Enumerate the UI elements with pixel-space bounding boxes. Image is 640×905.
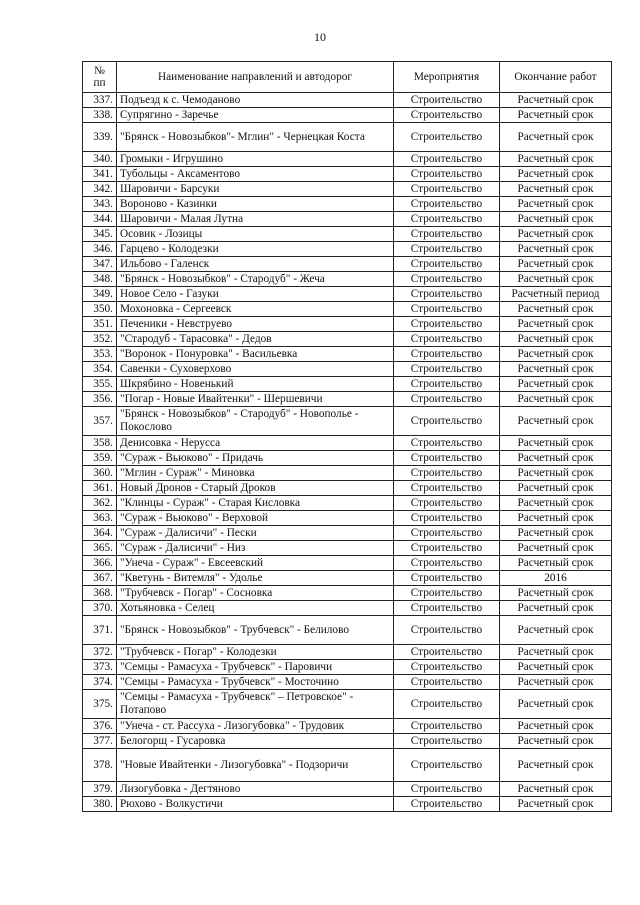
- header-activity: Мероприятия: [394, 62, 500, 93]
- end-cell: Расчетный срок: [500, 526, 612, 541]
- row-number: 358.: [83, 436, 117, 451]
- row-number: 367.: [83, 571, 117, 586]
- end-cell: Расчетный срок: [500, 123, 612, 152]
- header-name: Наименование направлений и автодорог: [117, 62, 394, 93]
- road-name: Савенки - Суховерхово: [117, 362, 394, 377]
- table-body: [83, 93, 612, 812]
- road-name: Громыки - Игрушино: [117, 152, 394, 167]
- end-cell: Расчетный срок: [500, 242, 612, 257]
- activity-cell: Строительство: [394, 601, 500, 616]
- row-number: 362.: [83, 496, 117, 511]
- row-number: 350.: [83, 302, 117, 317]
- row-number: 378.: [83, 749, 117, 782]
- road-name: "Сураж - Далисичи" - Пески: [117, 526, 394, 541]
- end-cell: Расчетный срок: [500, 436, 612, 451]
- row-number: 353.: [83, 347, 117, 362]
- activity-cell: Строительство: [394, 347, 500, 362]
- activity-cell: Строительство: [394, 734, 500, 749]
- end-cell: Расчетный срок: [500, 782, 612, 797]
- row-number: 379.: [83, 782, 117, 797]
- road-name: Подъезд к с. Чемоданово: [117, 93, 394, 108]
- table-row: [83, 123, 612, 152]
- table-row: [83, 675, 612, 690]
- end-cell: 2016: [500, 571, 612, 586]
- row-number: 377.: [83, 734, 117, 749]
- activity-cell: Строительство: [394, 511, 500, 526]
- end-cell: Расчетный срок: [500, 660, 612, 675]
- road-name: "Семцы - Рамасуха - Трубчевск" – Петровское" - Потапово: [117, 690, 394, 719]
- table-row: [83, 347, 612, 362]
- activity-cell: Строительство: [394, 616, 500, 645]
- table-row: [83, 242, 612, 257]
- road-name: Денисовка - Нерусса: [117, 436, 394, 451]
- road-name: Хотьяновка - Селец: [117, 601, 394, 616]
- road-name: Вороново - Казинки: [117, 197, 394, 212]
- activity-cell: Строительство: [394, 675, 500, 690]
- row-number: 343.: [83, 197, 117, 212]
- end-cell: Расчетный срок: [500, 675, 612, 690]
- end-cell: Расчетный срок: [500, 257, 612, 272]
- road-name: "Стародуб - Тарасовка" - Дедов: [117, 332, 394, 347]
- road-name: "Брянск - Новозыбков" - Стародуб" - Жеча: [117, 272, 394, 287]
- row-number: 351.: [83, 317, 117, 332]
- activity-cell: Строительство: [394, 257, 500, 272]
- header-number-line1: №: [94, 65, 105, 77]
- road-name: Гарцево - Колодезки: [117, 242, 394, 257]
- row-number: 359.: [83, 451, 117, 466]
- roads-table: [82, 61, 612, 812]
- road-name: Лизогубовка - Дегтяново: [117, 782, 394, 797]
- end-cell: Расчетный срок: [500, 734, 612, 749]
- activity-cell: Строительство: [394, 645, 500, 660]
- table-row: [83, 392, 612, 407]
- row-number: 371.: [83, 616, 117, 645]
- road-name: Шкрябино - Новенький: [117, 377, 394, 392]
- end-cell: Расчетный срок: [500, 601, 612, 616]
- road-name: "Мглин - Сураж" - Миновка: [117, 466, 394, 481]
- road-name: Шаровичи - Малая Лутна: [117, 212, 394, 227]
- road-name: Белогорщ - Гусаровка: [117, 734, 394, 749]
- activity-cell: Строительство: [394, 212, 500, 227]
- end-cell: Расчетный срок: [500, 108, 612, 123]
- table-row: [83, 108, 612, 123]
- road-name: "Сураж - Вьюково" - Придачь: [117, 451, 394, 466]
- end-cell: Расчетный срок: [500, 212, 612, 227]
- table-row: [83, 182, 612, 197]
- activity-cell: Строительство: [394, 660, 500, 675]
- road-name: "Клинцы - Сураж" - Старая Кисловка: [117, 496, 394, 511]
- table-row: [83, 152, 612, 167]
- activity-cell: Строительство: [394, 377, 500, 392]
- activity-cell: Строительство: [394, 362, 500, 377]
- activity-cell: Строительство: [394, 481, 500, 496]
- row-number: 339.: [83, 123, 117, 152]
- end-cell: Расчетный срок: [500, 690, 612, 719]
- end-cell: Расчетный срок: [500, 227, 612, 242]
- activity-cell: Строительство: [394, 451, 500, 466]
- row-number: 374.: [83, 675, 117, 690]
- table-row: [83, 362, 612, 377]
- end-cell: Расчетный срок: [500, 451, 612, 466]
- end-cell: Расчетный срок: [500, 377, 612, 392]
- table-row: [83, 332, 612, 347]
- table-row: [83, 601, 612, 616]
- header-number-line2: пп: [93, 77, 106, 89]
- end-cell: Расчетный период: [500, 287, 612, 302]
- activity-cell: Строительство: [394, 182, 500, 197]
- row-number: 341.: [83, 167, 117, 182]
- row-number: 356.: [83, 392, 117, 407]
- end-cell: Расчетный срок: [500, 182, 612, 197]
- row-number: 364.: [83, 526, 117, 541]
- row-number: 354.: [83, 362, 117, 377]
- row-number: 337.: [83, 93, 117, 108]
- road-name: Рюхово - Волкустичи: [117, 797, 394, 812]
- table-row: [83, 317, 612, 332]
- activity-cell: Строительство: [394, 227, 500, 242]
- activity-cell: Строительство: [394, 242, 500, 257]
- table-row: [83, 287, 612, 302]
- end-cell: Расчетный срок: [500, 362, 612, 377]
- end-cell: Расчетный срок: [500, 93, 612, 108]
- road-name: "Семцы - Рамасуха - Трубчевск" - Паровичи: [117, 660, 394, 675]
- row-number: 373.: [83, 660, 117, 675]
- table-row: [83, 645, 612, 660]
- road-name: "Воронок - Понуровка" - Васильевка: [117, 347, 394, 362]
- road-name: "Новые Ивайтенки - Лизогубовка" - Подзоричи: [117, 749, 394, 782]
- row-number: 345.: [83, 227, 117, 242]
- table-row: [83, 556, 612, 571]
- table-row: [83, 167, 612, 182]
- activity-cell: Строительство: [394, 556, 500, 571]
- activity-cell: Строительство: [394, 496, 500, 511]
- row-number: 370.: [83, 601, 117, 616]
- road-name: Супрягино - Заречье: [117, 108, 394, 123]
- end-cell: Расчетный срок: [500, 302, 612, 317]
- road-name: Ильбово - Галенск: [117, 257, 394, 272]
- table-row: [83, 212, 612, 227]
- end-cell: Расчетный срок: [500, 541, 612, 556]
- table-row: [83, 719, 612, 734]
- activity-cell: Строительство: [394, 526, 500, 541]
- row-number: 355.: [83, 377, 117, 392]
- activity-cell: Строительство: [394, 436, 500, 451]
- end-cell: Расчетный срок: [500, 496, 612, 511]
- activity-cell: Строительство: [394, 108, 500, 123]
- row-number: 342.: [83, 182, 117, 197]
- activity-cell: Строительство: [394, 749, 500, 782]
- road-name: Тубольцы - Аксаментово: [117, 167, 394, 182]
- activity-cell: Строительство: [394, 690, 500, 719]
- row-number: 349.: [83, 287, 117, 302]
- road-name: Печеники - Невструево: [117, 317, 394, 332]
- header-end: Окончание работ: [500, 62, 612, 93]
- road-name: Мохоновка - Сергеевск: [117, 302, 394, 317]
- road-name: "Семцы - Рамасуха - Трубчевск" - Мосточино: [117, 675, 394, 690]
- end-cell: Расчетный срок: [500, 719, 612, 734]
- row-number: 347.: [83, 257, 117, 272]
- table-row: [83, 511, 612, 526]
- table-row: [83, 586, 612, 601]
- table-row: [83, 734, 612, 749]
- table-row: [83, 660, 612, 675]
- activity-cell: Строительство: [394, 332, 500, 347]
- row-number: 348.: [83, 272, 117, 287]
- end-cell: Расчетный срок: [500, 616, 612, 645]
- road-name: "Брянск - Новозыбков" - Стародуб" - Новополье - Покослово: [117, 407, 394, 436]
- row-number: 357.: [83, 407, 117, 436]
- end-cell: Расчетный срок: [500, 152, 612, 167]
- activity-cell: Строительство: [394, 586, 500, 601]
- table-row: [83, 616, 612, 645]
- end-cell: Расчетный срок: [500, 797, 612, 812]
- end-cell: Расчетный срок: [500, 556, 612, 571]
- road-name: Шаровичи - Барсуки: [117, 182, 394, 197]
- activity-cell: Строительство: [394, 782, 500, 797]
- road-name: "Брянск - Новозыбков"- Мглин" - Чернецкая Коста: [117, 123, 394, 152]
- road-name: "Сураж - Далисичи" - Низ: [117, 541, 394, 556]
- header-number: [83, 62, 117, 93]
- row-number: 352.: [83, 332, 117, 347]
- activity-cell: Строительство: [394, 317, 500, 332]
- activity-cell: Строительство: [394, 719, 500, 734]
- activity-cell: Строительство: [394, 93, 500, 108]
- row-number: 361.: [83, 481, 117, 496]
- end-cell: Расчетный срок: [500, 272, 612, 287]
- row-number: 368.: [83, 586, 117, 601]
- end-cell: Расчетный срок: [500, 407, 612, 436]
- end-cell: Расчетный срок: [500, 481, 612, 496]
- row-number: 372.: [83, 645, 117, 660]
- activity-cell: Строительство: [394, 152, 500, 167]
- table-row: [83, 481, 612, 496]
- end-cell: Расчетный срок: [500, 332, 612, 347]
- end-cell: Расчетный срок: [500, 749, 612, 782]
- road-name: "Погар - Новые Ивайтенки" - Шершевичи: [117, 392, 394, 407]
- table-header: [83, 62, 612, 93]
- end-cell: Расчетный срок: [500, 317, 612, 332]
- table-row: [83, 496, 612, 511]
- activity-cell: Строительство: [394, 407, 500, 436]
- road-name: Осовик - Лозицы: [117, 227, 394, 242]
- table-row: [83, 797, 612, 812]
- road-name: Новое Село - Газуки: [117, 287, 394, 302]
- row-number: 363.: [83, 511, 117, 526]
- table-row: [83, 197, 612, 212]
- row-number: 346.: [83, 242, 117, 257]
- row-number: 375.: [83, 690, 117, 719]
- table-row: [83, 436, 612, 451]
- road-name: "Кветунь - Витемля" - Удолье: [117, 571, 394, 586]
- row-number: 360.: [83, 466, 117, 481]
- activity-cell: Строительство: [394, 392, 500, 407]
- row-number: 340.: [83, 152, 117, 167]
- activity-cell: Строительство: [394, 797, 500, 812]
- road-name: Новый Дронов - Старый Дроков: [117, 481, 394, 496]
- road-name: "Трубчевск - Погар" - Колодезки: [117, 645, 394, 660]
- activity-cell: Строительство: [394, 302, 500, 317]
- activity-cell: Строительство: [394, 287, 500, 302]
- table-row: [83, 93, 612, 108]
- activity-cell: Строительство: [394, 272, 500, 287]
- table-row: [83, 541, 612, 556]
- activity-cell: Строительство: [394, 197, 500, 212]
- road-name: "Унеча - ст. Рассуха - Лизогубовка" - Трудовик: [117, 719, 394, 734]
- end-cell: Расчетный срок: [500, 466, 612, 481]
- end-cell: Расчетный срок: [500, 645, 612, 660]
- end-cell: Расчетный срок: [500, 167, 612, 182]
- table-row: [83, 272, 612, 287]
- table-row: [83, 407, 612, 436]
- table-row: [83, 227, 612, 242]
- table-row: [83, 466, 612, 481]
- road-name: "Брянск - Новозыбков" - Трубчевск" - Белилово: [117, 616, 394, 645]
- row-number: 380.: [83, 797, 117, 812]
- table-row: [83, 782, 612, 797]
- table-row: [83, 302, 612, 317]
- activity-cell: Строительство: [394, 571, 500, 586]
- activity-cell: Строительство: [394, 541, 500, 556]
- road-name: "Унеча - Сураж" - Евсеевский: [117, 556, 394, 571]
- activity-cell: Строительство: [394, 466, 500, 481]
- end-cell: Расчетный срок: [500, 511, 612, 526]
- row-number: 338.: [83, 108, 117, 123]
- activity-cell: Строительство: [394, 123, 500, 152]
- table-row: [83, 377, 612, 392]
- activity-cell: Строительство: [394, 167, 500, 182]
- end-cell: Расчетный срок: [500, 586, 612, 601]
- header-row: [83, 62, 612, 93]
- table-row: [83, 257, 612, 272]
- table-row: [83, 749, 612, 782]
- row-number: 365.: [83, 541, 117, 556]
- end-cell: Расчетный срок: [500, 347, 612, 362]
- page-number: 10: [314, 30, 326, 44]
- end-cell: Расчетный срок: [500, 392, 612, 407]
- road-name: "Сураж - Вьюково" - Верховой: [117, 511, 394, 526]
- table-row: [83, 571, 612, 586]
- table-row: [83, 526, 612, 541]
- end-cell: Расчетный срок: [500, 197, 612, 212]
- row-number: 344.: [83, 212, 117, 227]
- table-row: [83, 690, 612, 719]
- row-number: 366.: [83, 556, 117, 571]
- row-number: 376.: [83, 719, 117, 734]
- road-name: "Трубчевск - Погар" - Сосновка: [117, 586, 394, 601]
- table-row: [83, 451, 612, 466]
